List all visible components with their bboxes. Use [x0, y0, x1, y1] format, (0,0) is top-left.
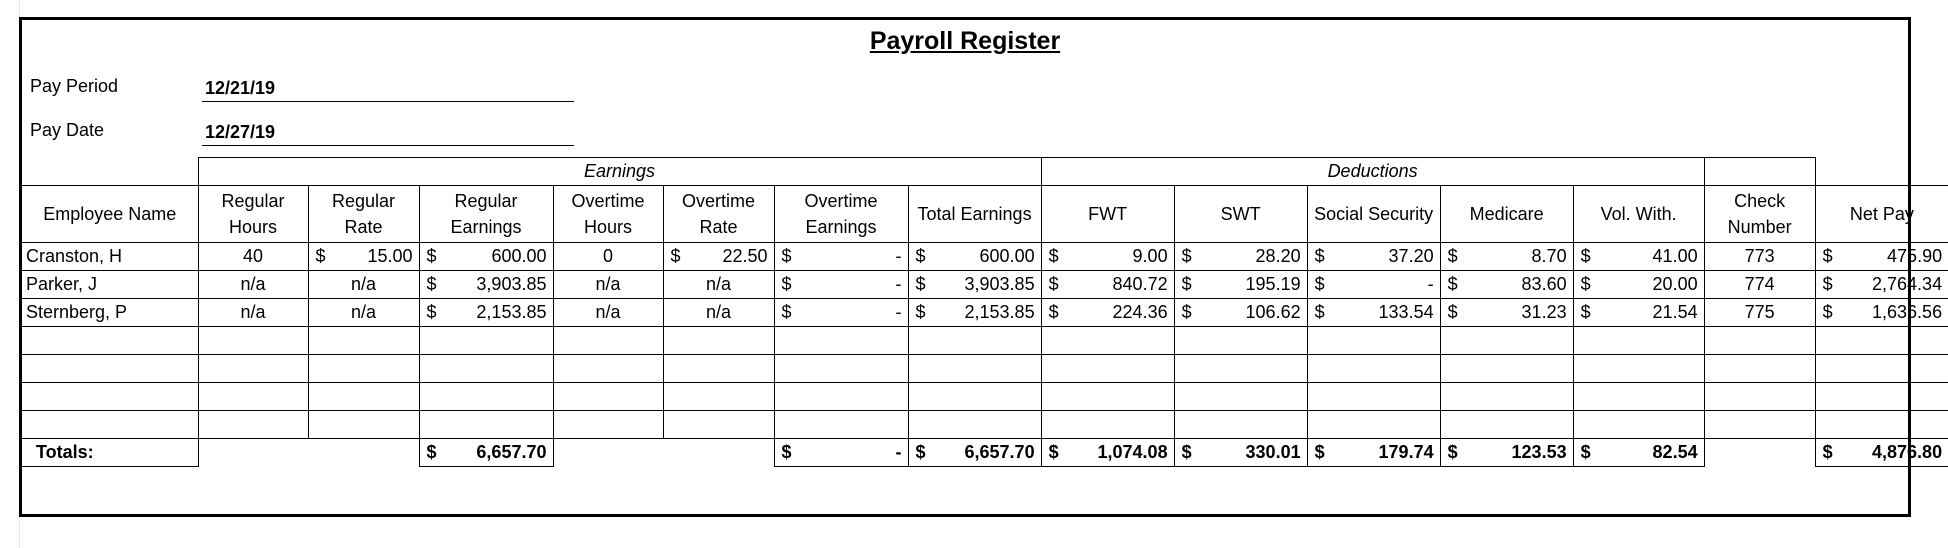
currency-symbol: $ [1580, 302, 1591, 322]
col-overtime-rate[interactable]: Overtime Rate [663, 186, 774, 243]
vol-with-cell[interactable] [1573, 299, 1704, 327]
group-blank [1815, 158, 1948, 186]
empty-cell[interactable] [663, 355, 774, 383]
empty-cell[interactable] [1440, 383, 1573, 411]
empty-cell[interactable] [1704, 327, 1815, 355]
employee-name-cell[interactable]: Parker, J [22, 271, 198, 299]
currency-symbol: $ [915, 274, 926, 294]
amount: 133.54 [1378, 302, 1434, 322]
amount: 4,876.80 [1872, 442, 1943, 462]
pay-period-label: Pay Period [30, 76, 119, 96]
total-earnings-cell[interactable] [908, 271, 1041, 299]
currency-symbol: $ [1314, 442, 1325, 462]
payroll-register-frame [19, 17, 1943, 517]
empty-cell[interactable] [1041, 411, 1174, 439]
amount: 6,657.70 [476, 442, 547, 462]
table-row [22, 271, 1948, 299]
empty-cell[interactable] [1307, 411, 1440, 439]
social-security-cell[interactable] [1307, 243, 1440, 271]
total-earnings-cell[interactable] [908, 243, 1041, 271]
empty-cell[interactable] [553, 411, 663, 439]
col-fwt[interactable]: FWT [1041, 186, 1174, 243]
currency-symbol: $ [1181, 442, 1192, 462]
amount: 6,657.70 [964, 442, 1035, 462]
regular-hours-cell[interactable]: 40 [198, 243, 308, 271]
overtime-earnings-cell[interactable] [774, 299, 908, 327]
regular-rate-cell[interactable]: n/a [308, 299, 419, 327]
empty-cell[interactable] [1440, 355, 1573, 383]
totals-blank[interactable] [198, 439, 419, 467]
empty-cell[interactable] [1307, 355, 1440, 383]
amount: 123.53 [1511, 442, 1567, 462]
amount: 82.54 [1652, 442, 1698, 462]
currency-symbol: $ [1048, 246, 1059, 266]
empty-cell[interactable] [308, 411, 419, 439]
currency-symbol: $ [1580, 442, 1591, 462]
empty-cell[interactable] [22, 411, 198, 439]
overtime-rate-cell[interactable]: n/a [663, 299, 774, 327]
totals-blank[interactable] [1704, 439, 1815, 467]
amount: 1,074.08 [1097, 442, 1168, 462]
deductions-group-header: Deductions [1041, 158, 1704, 186]
amount: - [895, 442, 902, 462]
amount: 600.00 [979, 246, 1035, 266]
empty-cell[interactable] [908, 411, 1041, 439]
empty-cell[interactable] [419, 355, 553, 383]
total-overtime-earnings[interactable] [774, 439, 908, 467]
col-total-earnings[interactable]: Total Earnings [908, 186, 1041, 243]
earnings-group-header: Earnings [198, 158, 1041, 186]
empty-cell[interactable] [308, 355, 419, 383]
currency-symbol: $ [426, 274, 437, 294]
empty-cell[interactable] [1704, 383, 1815, 411]
currency-symbol: $ [1181, 302, 1192, 322]
totals-label[interactable]: Totals: [22, 439, 198, 467]
regular-rate-cell[interactable]: n/a [308, 271, 419, 299]
currency-symbol: $ [426, 246, 437, 266]
col-swt[interactable]: SWT [1174, 186, 1307, 243]
fwt-cell[interactable] [1041, 299, 1174, 327]
swt-cell[interactable] [1174, 271, 1307, 299]
payroll-table [22, 157, 1948, 467]
social-security-cell[interactable] [1307, 271, 1440, 299]
amount: 3,903.85 [476, 274, 547, 294]
currency-symbol: $ [1181, 246, 1192, 266]
empty-row [22, 383, 1948, 411]
currency-symbol: $ [1314, 274, 1325, 294]
overtime-rate-cell[interactable] [663, 243, 774, 271]
overtime-earnings-cell[interactable] [774, 243, 908, 271]
amount: - [895, 302, 902, 322]
empty-cell[interactable] [553, 327, 663, 355]
amount: 224.36 [1112, 302, 1168, 322]
col-regular-earnings[interactable]: Regular Earnings [419, 186, 553, 243]
currency-symbol: $ [781, 246, 792, 266]
currency-symbol: $ [915, 246, 926, 266]
empty-cell[interactable] [663, 383, 774, 411]
regular-earnings-cell[interactable] [419, 271, 553, 299]
table-row [22, 243, 1948, 271]
currency-symbol: $ [1048, 442, 1059, 462]
social-security-cell[interactable] [1307, 299, 1440, 327]
total-total-earnings[interactable] [908, 439, 1041, 467]
currency-symbol: $ [1822, 246, 1833, 266]
amount: 840.72 [1112, 274, 1168, 294]
empty-cell[interactable] [1815, 327, 1948, 355]
currency-symbol: $ [1048, 274, 1059, 294]
column-header-row [22, 186, 1948, 243]
page-title: Payroll Register [869, 27, 1061, 55]
amount: 2,153.85 [476, 302, 547, 322]
empty-cell[interactable] [1041, 355, 1174, 383]
regular-earnings-cell[interactable] [419, 243, 553, 271]
empty-cell[interactable] [1573, 327, 1704, 355]
col-medicare[interactable]: Medicare [1440, 186, 1573, 243]
empty-cell[interactable] [1307, 327, 1440, 355]
table-row [22, 299, 1948, 327]
amount: 2,153.85 [964, 302, 1035, 322]
total-earnings-cell[interactable] [908, 299, 1041, 327]
net-pay-cell[interactable] [1815, 271, 1948, 299]
currency-symbol: $ [426, 302, 437, 322]
totals-blank[interactable] [553, 439, 774, 467]
medicare-cell[interactable] [1440, 299, 1573, 327]
amount: 83.60 [1521, 274, 1567, 294]
net-pay-cell[interactable] [1815, 299, 1948, 327]
empty-cell[interactable] [1174, 411, 1307, 439]
regular-earnings-cell[interactable] [419, 299, 553, 327]
amount: 179.74 [1378, 442, 1434, 462]
group-header-row [22, 158, 1948, 186]
group-blank [22, 158, 198, 186]
empty-row [22, 327, 1948, 355]
currency-symbol: $ [1181, 274, 1192, 294]
currency-symbol: $ [1314, 246, 1325, 266]
empty-cell[interactable] [198, 383, 308, 411]
empty-cell[interactable] [1174, 383, 1307, 411]
empty-cell[interactable] [198, 327, 308, 355]
pay-date-value[interactable]: 12/27/19 [202, 118, 574, 146]
amount: 600.00 [491, 246, 547, 266]
currency-symbol: $ [1447, 274, 1458, 294]
overtime-hours-cell[interactable]: 0 [553, 243, 663, 271]
amount: - [1427, 274, 1434, 294]
overtime-hours-cell[interactable]: n/a [553, 271, 663, 299]
overtime-rate-cell[interactable]: n/a [663, 271, 774, 299]
total-vol-with[interactable] [1573, 439, 1704, 467]
col-regular-rate[interactable]: Regular Rate [308, 186, 419, 243]
swt-cell[interactable] [1174, 299, 1307, 327]
currency-symbol: $ [1447, 246, 1458, 266]
currency-symbol: $ [1822, 442, 1833, 462]
empty-cell[interactable] [1704, 355, 1815, 383]
row-header-gutter [0, 0, 20, 548]
empty-cell[interactable] [1174, 327, 1307, 355]
empty-cell[interactable] [1815, 383, 1948, 411]
currency-symbol: $ [426, 442, 437, 462]
empty-cell[interactable] [663, 411, 774, 439]
total-social-security[interactable] [1307, 439, 1440, 467]
amount: 21.54 [1652, 302, 1698, 322]
net-pay-cell[interactable] [1815, 243, 1948, 271]
empty-cell[interactable] [1440, 411, 1573, 439]
empty-cell[interactable] [908, 383, 1041, 411]
currency-symbol: $ [781, 302, 792, 322]
col-social-security[interactable]: Social Security [1307, 186, 1440, 243]
amount: 475.90 [1887, 246, 1943, 266]
empty-cell[interactable] [1815, 411, 1948, 439]
amount: 22.50 [722, 246, 768, 266]
empty-cell[interactable] [22, 383, 198, 411]
amount: 15.00 [367, 246, 413, 266]
total-net-pay[interactable] [1815, 439, 1948, 467]
empty-cell[interactable] [198, 355, 308, 383]
empty-cell[interactable] [1440, 327, 1573, 355]
empty-row [22, 411, 1948, 439]
empty-cell[interactable] [1573, 355, 1704, 383]
amount: - [895, 274, 902, 294]
col-net-pay[interactable]: Net Pay [1815, 186, 1948, 243]
amount: 106.62 [1245, 302, 1301, 322]
col-employee-name[interactable]: Employee Name [22, 186, 198, 243]
amount: - [895, 246, 902, 266]
empty-cell[interactable] [22, 327, 198, 355]
employee-name-cell[interactable]: Cranston, H [22, 243, 198, 271]
regular-rate-cell[interactable] [308, 243, 419, 271]
empty-cell[interactable] [1815, 355, 1948, 383]
col-regular-hours[interactable]: Regular Hours [198, 186, 308, 243]
empty-cell[interactable] [774, 327, 908, 355]
amount: 195.19 [1245, 274, 1301, 294]
overtime-hours-cell[interactable]: n/a [553, 299, 663, 327]
total-fwt[interactable] [1041, 439, 1174, 467]
amount: 8.70 [1531, 246, 1567, 266]
empty-cell[interactable] [663, 327, 774, 355]
vol-with-cell[interactable] [1573, 271, 1704, 299]
currency-symbol: $ [781, 442, 792, 462]
amount: 3,903.85 [964, 274, 1035, 294]
currency-symbol: $ [1447, 442, 1458, 462]
currency-symbol: $ [315, 246, 326, 266]
col-vol-with[interactable]: Vol. With. [1573, 186, 1704, 243]
empty-cell[interactable] [553, 355, 663, 383]
empty-cell[interactable] [308, 383, 419, 411]
group-blank [1704, 158, 1815, 186]
amount: 28.20 [1255, 246, 1301, 266]
col-check-number[interactable]: Check Number [1704, 186, 1815, 243]
pay-date-label: Pay Date [30, 120, 105, 140]
currency-symbol: $ [1822, 302, 1833, 322]
amount: 2,764.34 [1872, 274, 1943, 294]
medicare-cell[interactable] [1440, 243, 1573, 271]
currency-symbol: $ [915, 442, 926, 462]
total-regular-earnings[interactable] [419, 439, 553, 467]
empty-cell[interactable] [908, 355, 1041, 383]
currency-symbol: $ [1314, 302, 1325, 322]
check-number-cell[interactable]: 775 [1704, 299, 1815, 327]
empty-cell[interactable] [774, 383, 908, 411]
employee-name-cell[interactable]: Sternberg, P [22, 299, 198, 327]
empty-cell[interactable] [1307, 383, 1440, 411]
col-overtime-earnings[interactable]: Overtime Earnings [774, 186, 908, 243]
empty-cell[interactable] [1041, 327, 1174, 355]
empty-cell[interactable] [198, 411, 308, 439]
currency-symbol: $ [1048, 302, 1059, 322]
medicare-cell[interactable] [1440, 271, 1573, 299]
overtime-earnings-cell[interactable] [774, 271, 908, 299]
empty-cell[interactable] [419, 327, 553, 355]
amount: 31.23 [1521, 302, 1567, 322]
currency-symbol: $ [915, 302, 926, 322]
amount: 20.00 [1652, 274, 1698, 294]
amount: 1,636.56 [1872, 302, 1943, 322]
amount: 9.00 [1132, 246, 1168, 266]
empty-cell[interactable] [774, 411, 908, 439]
currency-symbol: $ [781, 274, 792, 294]
swt-cell[interactable] [1174, 243, 1307, 271]
currency-symbol: $ [1580, 246, 1591, 266]
amount: 330.01 [1245, 442, 1301, 462]
currency-symbol: $ [1580, 274, 1591, 294]
col-overtime-hours[interactable]: Overtime Hours [553, 186, 663, 243]
empty-cell[interactable] [22, 355, 198, 383]
empty-row [22, 355, 1948, 383]
pay-period-value[interactable]: 12/21/19 [202, 74, 574, 102]
empty-cell[interactable] [1573, 383, 1704, 411]
empty-cell[interactable] [1041, 383, 1174, 411]
amount: 41.00 [1652, 246, 1698, 266]
empty-cell[interactable] [774, 355, 908, 383]
check-number-cell[interactable]: 774 [1704, 271, 1815, 299]
empty-cell[interactable] [908, 327, 1041, 355]
fwt-cell[interactable] [1041, 271, 1174, 299]
regular-hours-cell[interactable]: n/a [198, 271, 308, 299]
regular-hours-cell[interactable]: n/a [198, 299, 308, 327]
amount: 37.20 [1388, 246, 1434, 266]
currency-symbol: $ [1822, 274, 1833, 294]
currency-symbol: $ [670, 246, 681, 266]
empty-cell[interactable] [419, 383, 553, 411]
total-medicare[interactable] [1440, 439, 1573, 467]
empty-cell[interactable] [308, 327, 419, 355]
empty-cell[interactable] [1174, 355, 1307, 383]
empty-cell[interactable] [1704, 411, 1815, 439]
empty-cell[interactable] [419, 411, 553, 439]
fwt-cell[interactable] [1041, 243, 1174, 271]
total-swt[interactable] [1174, 439, 1307, 467]
totals-row [22, 439, 1948, 467]
currency-symbol: $ [1447, 302, 1458, 322]
empty-cell[interactable] [1573, 411, 1704, 439]
empty-cell[interactable] [553, 383, 663, 411]
check-number-cell[interactable]: 773 [1704, 243, 1815, 271]
vol-with-cell[interactable] [1573, 243, 1704, 271]
